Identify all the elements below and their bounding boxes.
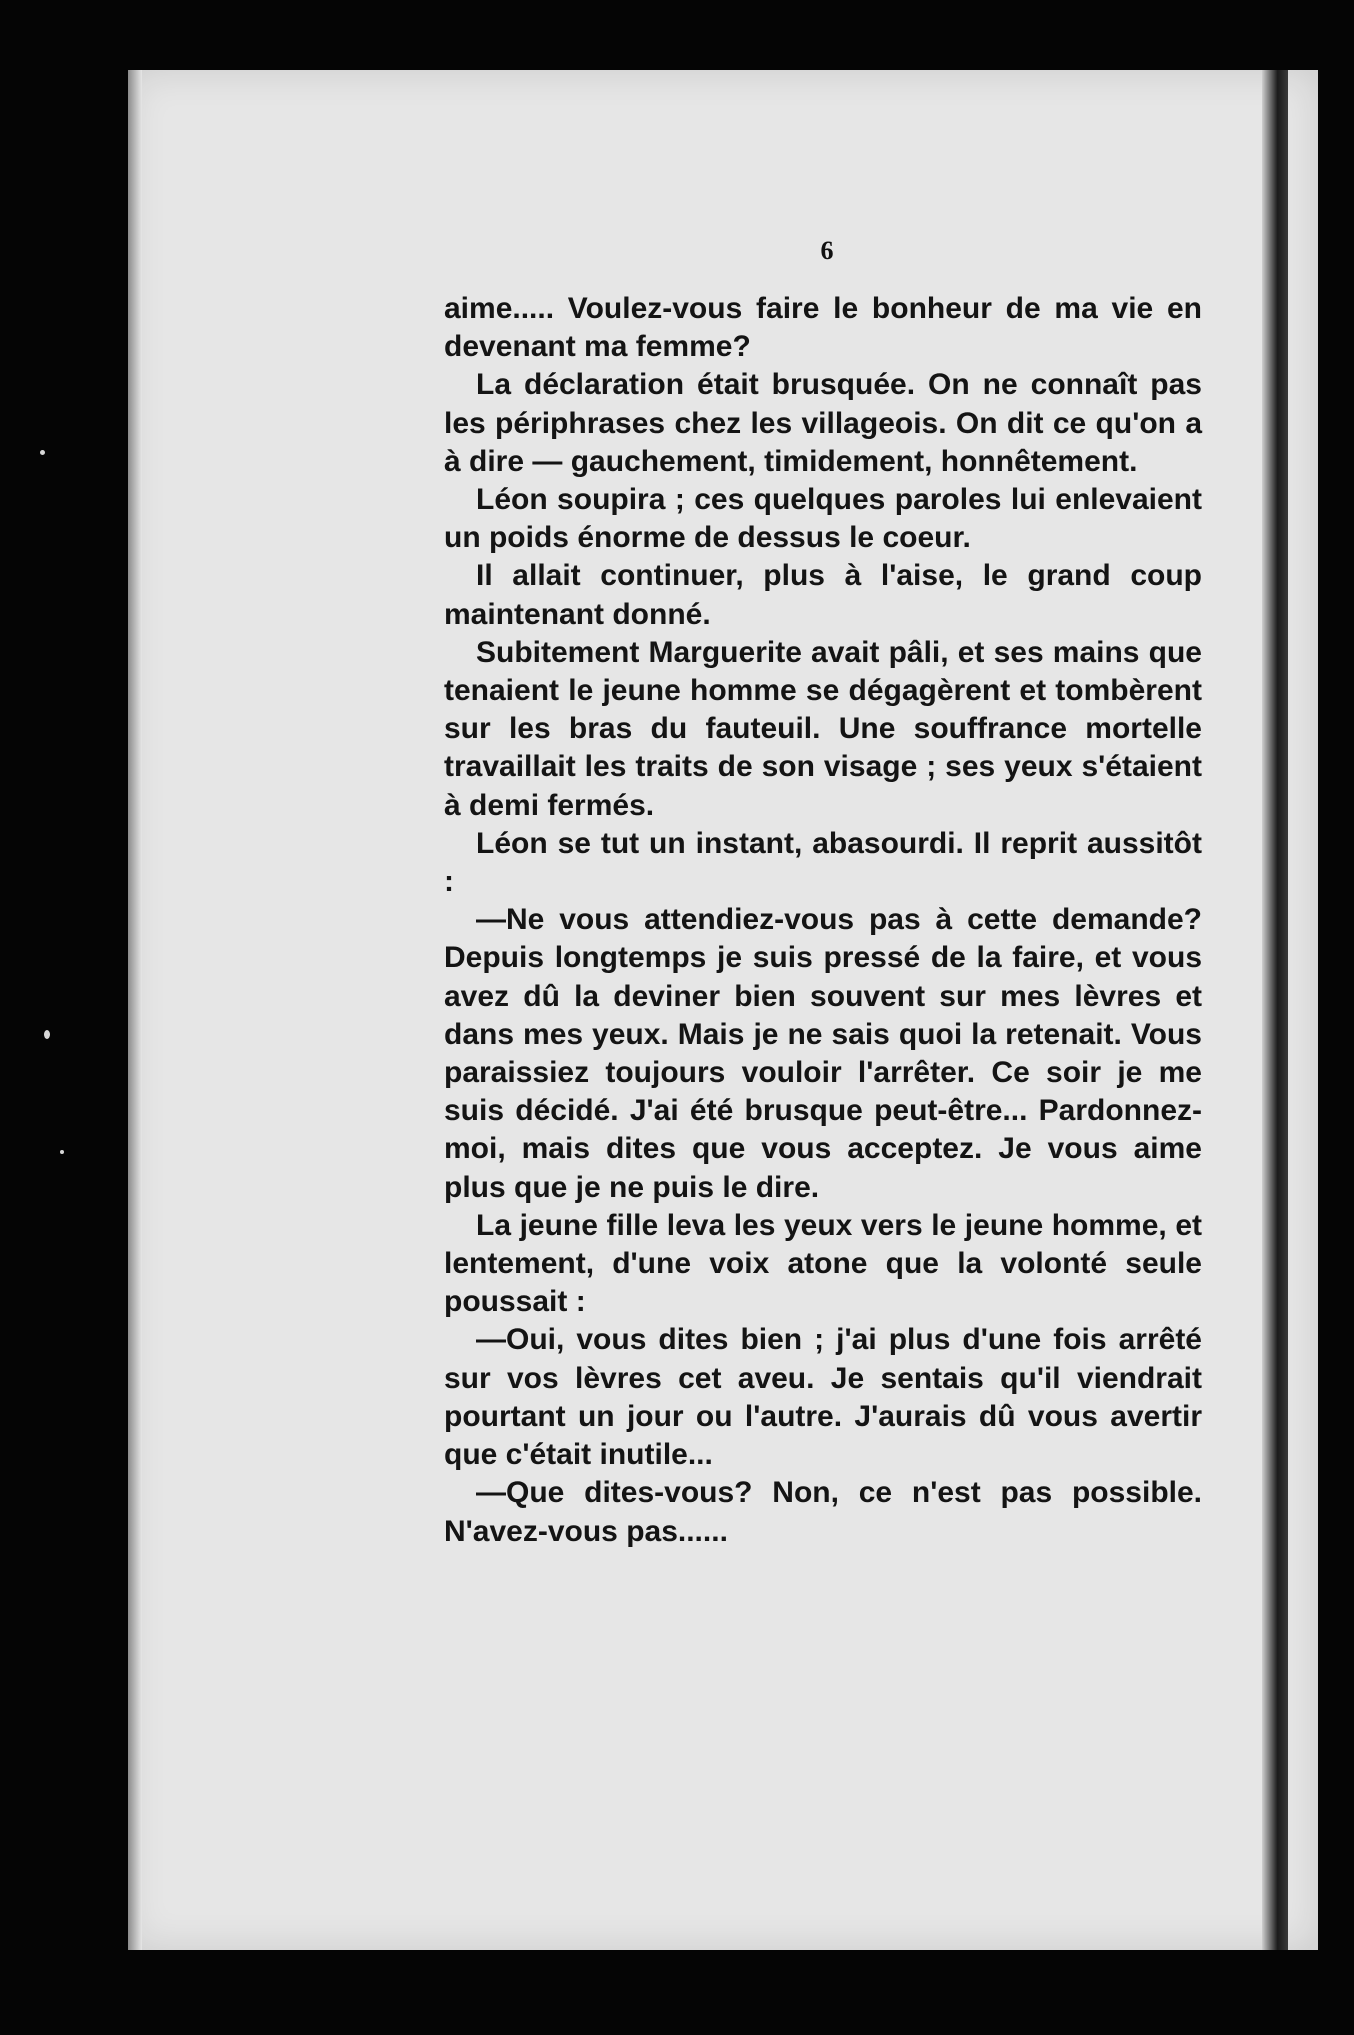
paragraph: La déclaration était brusquée. On ne connaît pas les périphrases chez les villageois. On dit ce qu'on a à dire — gauchement, timidement, honnêtement. [444, 368, 1202, 478]
page-binding-shadow [128, 70, 142, 1950]
paragraph: aime..... Voulez-vous faire le bonheur de ma vie en devenant ma femme? [444, 292, 1202, 364]
paragraph: —Que dites-vous? Non, ce n'est pas possible. N'avez-vous pas...... [444, 1476, 1202, 1548]
paragraph: Il allait continuer, plus à l'aise, le grand coup maintenant donné. [444, 559, 1202, 631]
paragraph: —Oui, vous dites bien ; j'ai plus d'une fois arrêté sur vos lèvres cet aveu. Je sentais qu'il viendrait pourtant un jour ou l'autre. J'aurais dû vous avertir que c'était inutile... [444, 1323, 1202, 1472]
scan-speck [40, 450, 45, 455]
page-number: 6 [820, 236, 834, 265]
paragraph: Léon se tut un instant, abasourdi. Il reprit aussitôt : [444, 826, 1202, 899]
page-edge [1262, 70, 1288, 1950]
body-text [444, 290, 1202, 1551]
paragraph: —Ne vous attendiez-vous pas à cette demande? Depuis longtemps je suis pressé de la faire, et vous avez dû la deviner bien souvent sur mes lèvres et dans mes yeux. Mais je ne sais quoi la retenait. Vous paraissiez toujours vouloir l'arrêter. Ce soir je me suis décidé. J'ai été brusque peut-être... Pardonnez-moi, mais dites que vous acceptez. Je vous aime plus que je ne puis le dire. [444, 903, 1202, 1204]
scan-speck [60, 1150, 64, 1154]
paragraph: La jeune fille leva les yeux vers le jeune homme, et lentement, d'une voix atone que la volonté seule poussait : [444, 1208, 1202, 1319]
scan-speck [44, 1030, 50, 1039]
paragraph: Subitement Marguerite avait pâli, et ses mains que tenaient le jeune homme se dégagèrent et tombèrent sur les bras du fauteuil. Une souffrance mortelle travaillait les traits de son visage ; ses yeux s'étaient à demi fermés. [444, 635, 1202, 822]
paragraph: Léon soupira ; ces quelques paroles lui enlevaient un poids énorme de dessus le coeur. [444, 483, 1202, 555]
